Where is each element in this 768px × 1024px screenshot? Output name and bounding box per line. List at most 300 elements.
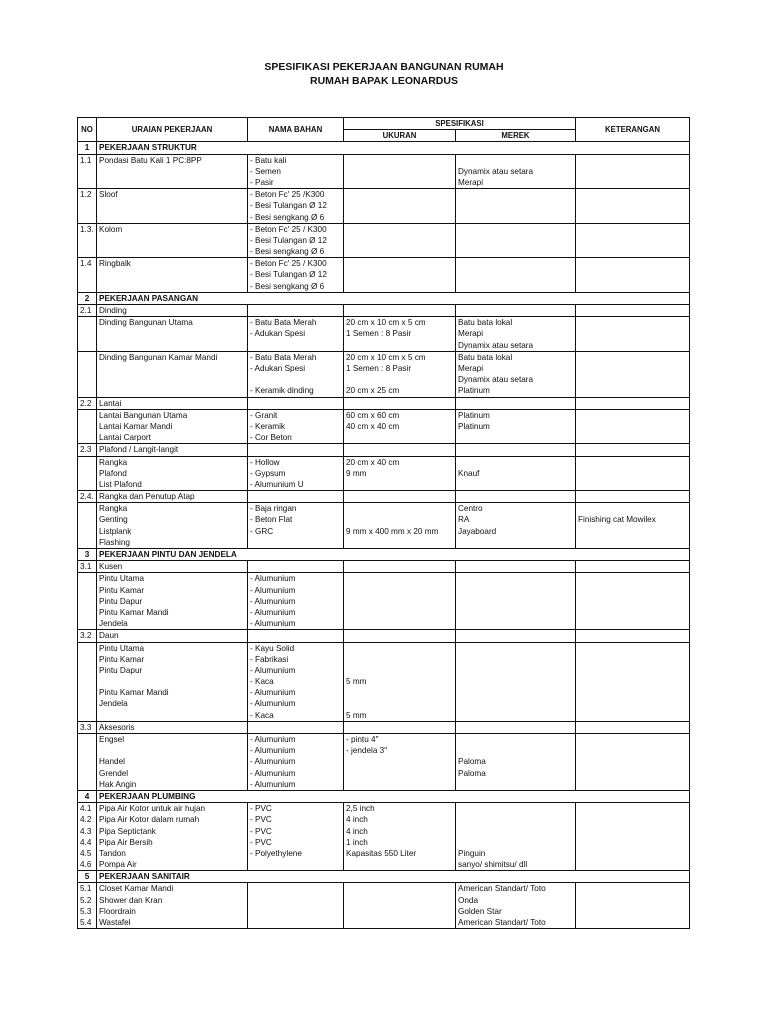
cell-merek [456,883,576,929]
cell-no [78,491,97,503]
cell-merek [456,444,576,456]
cell-line [80,643,94,654]
cell-line [578,246,687,257]
cell-line: Pintu Kamar [99,654,145,664]
cell-line [346,859,453,870]
cell-line [578,491,687,502]
cell-no [78,397,97,409]
cell-line [346,883,453,894]
cell-line [578,468,687,479]
cell-line: Pintu Kamar Mandi [99,688,169,698]
cell-merek [456,503,576,549]
cell-line [80,479,94,490]
cell-ukuran [344,189,456,224]
cell-ukuran [344,803,456,871]
cell-line [346,444,453,455]
cell-bahan [248,223,344,258]
cell-line: Dynamix atau setara [458,166,534,176]
cell-bahan [248,397,344,409]
table-row [78,189,690,224]
cell-merek [456,305,576,317]
cell-line [578,917,687,928]
cell-no [78,305,97,317]
cell-line: Platinum [458,421,490,431]
cell-line [99,246,245,257]
table-row [78,883,690,929]
cell-bahan [248,630,344,642]
cell-line [578,596,687,607]
cell-line [250,895,341,906]
cell-ukuran [344,503,456,549]
cell-line [99,200,245,211]
cell-line [458,537,573,548]
cell-line [578,803,687,814]
cell-merek [456,573,576,630]
cell-line [80,385,94,396]
cell-line [99,177,245,188]
cell-line: - Keramik dinding [250,386,314,396]
cell-line [346,189,453,200]
cell-line: - Alumunium [250,596,296,606]
cell-line [346,503,453,514]
cell-line [250,340,341,351]
cell-line: - Fabrikasi [250,654,289,664]
cell-line [458,745,573,756]
cell-line [80,768,94,779]
cell-no [78,573,97,630]
cell-line [80,363,94,374]
cell-line [458,803,573,814]
cell-ket [576,223,690,258]
cell-line [99,374,245,385]
cell-line: - PVC [250,804,272,814]
cell-line [578,710,687,721]
cell-line [80,779,94,790]
table-row [78,503,690,549]
cell-line: - Besi Tulangan Ø 12 [250,235,327,245]
cell-line: 1 Semen : 8 Pasir [346,364,412,373]
cell-line [346,756,453,767]
cell-line [578,526,687,537]
cell-line [80,607,94,618]
cell-line: Flashing [99,537,130,547]
cell-line: - Besi sengkang Ø 6 [250,212,325,222]
cell-line [80,421,94,432]
cell-no [78,154,97,189]
cell-line [578,258,687,269]
cell-line [458,281,573,292]
cell-line: 1.4 [80,259,92,269]
cell-line [458,561,573,572]
cell-bahan [248,189,344,224]
cell-ket [576,491,690,503]
cell-line: Pinguin [458,848,486,858]
cell-line [458,457,573,468]
cell-bahan [248,305,344,317]
cell-line: - Gypsum [250,468,286,478]
cell-line: 4.5 [80,848,92,858]
cell-line [346,561,453,572]
cell-line [80,177,94,188]
section-row [78,142,690,154]
cell-line [578,859,687,870]
cell-line: - Besi Tulangan Ø 12 [250,201,327,211]
cell-line [458,618,573,629]
cell-line [80,328,94,339]
cell-line [578,906,687,917]
cell-line [80,246,94,257]
cell-line: Plafond / Langit-langit [99,445,179,455]
cell-line: American Standart/ Toto [458,884,546,894]
cell-line [458,224,573,235]
cell-line [346,155,453,166]
cell-line: Pipa Air Bersih [99,837,153,847]
cell-line: 5 mm [346,710,367,720]
cell-line: - Polyethylene [250,848,302,858]
cell-line: 4.6 [80,860,92,870]
cell-line: - PVC [250,815,272,825]
cell-line [346,665,453,676]
cell-line: Shower dan Kran [99,895,163,905]
cell-ket [576,630,690,642]
table-row [78,223,690,258]
cell-uraian [97,561,248,573]
specification-table [77,117,690,929]
document-title-block [0,60,768,88]
cell-no [78,503,97,549]
cell-line: - Besi sengkang Ø 6 [250,281,325,291]
cell-ukuran [344,223,456,258]
cell-uraian [97,317,248,352]
cell-line: - Batu kali [250,155,287,165]
cell-line [578,665,687,676]
cell-line [458,258,573,269]
cell-line [578,826,687,837]
cell-line [578,317,687,328]
cell-merek [456,721,576,733]
cell-line [578,883,687,894]
cell-line [458,189,573,200]
cell-line [458,676,573,687]
cell-line [346,246,453,257]
cell-merek [456,154,576,189]
header-nama-bahan: NAMA BAHAN [248,118,344,142]
cell-line [458,596,573,607]
cell-merek [456,223,576,258]
cell-line: Dinding Bangunan Utama [99,318,193,328]
cell-bahan [248,803,344,871]
cell-line: Plafond [99,468,127,478]
cell-line [250,537,341,548]
cell-line [458,155,573,166]
cell-line [458,432,573,443]
cell-line: Pipa Air Kotor dalam rumah [99,815,200,825]
cell-ket [576,397,690,409]
cell-ukuran [344,561,456,573]
cell-line [80,212,94,223]
cell-line: 2.1 [80,306,92,316]
cell-line: - Cor Beton [250,433,292,443]
cell-line: 5.1 [80,884,92,894]
cell-line [578,328,687,339]
cell-bahan [248,573,344,630]
section-number: 4 [78,790,97,802]
cell-line: - Alumunium [250,619,296,629]
cell-line: - Adukan Spesi [250,329,306,339]
cell-line [346,573,453,584]
cell-line: 4 inch [346,826,368,836]
cell-line [578,687,687,698]
cell-line: Paloma [458,768,486,778]
cell-line: sanyo/ shimitsu/ dll [458,860,528,870]
cell-line [80,269,94,280]
cell-uraian [97,444,248,456]
cell-line: - Alumunium [250,735,296,745]
cell-line [346,618,453,629]
cell-line [99,363,245,374]
cell-line [578,410,687,421]
cell-line [80,340,94,351]
cell-line: Finishing cat Mowilex [578,515,656,525]
cell-line: Dynamix atau setara [458,340,534,350]
cell-line: 1 Semen : 8 Pasir [346,329,412,339]
cell-line: Kusen [99,562,123,572]
cell-line [80,687,94,698]
cell-uraian [97,642,248,721]
cell-line: Pompa Air [99,860,137,870]
cell-line: - Alumunium [250,688,296,698]
cell-line: - Granit [250,410,278,420]
cell-no [78,189,97,224]
table-row [78,305,690,317]
cell-line [578,630,687,641]
table-body [78,142,690,929]
cell-line [80,514,94,525]
section-row [78,871,690,883]
table-row [78,803,690,871]
cell-line: Dinding Bangunan Kamar Mandi [99,352,218,362]
cell-line: - Alumunium U [250,479,304,489]
cell-line [458,687,573,698]
cell-line [99,676,245,687]
cell-line: Handel [99,757,125,767]
cell-no [78,803,97,871]
cell-line [578,155,687,166]
cell-line: Platinum [458,410,490,420]
cell-line: - Beton Flat [250,515,293,525]
cell-line [80,665,94,676]
cell-line [578,189,687,200]
cell-line [346,398,453,409]
cell-line: Kolom [99,224,123,234]
cell-line: American Standart/ Toto [458,918,546,928]
cell-line: - Alumunium [250,768,296,778]
cell-line [80,573,94,584]
cell-line [458,212,573,223]
cell-ket [576,803,690,871]
cell-line [99,328,245,339]
cell-line [578,421,687,432]
cell-ukuran [344,734,456,791]
cell-line [578,432,687,443]
cell-line [346,607,453,618]
cell-line [578,722,687,733]
cell-line: Rangka [99,504,128,514]
table-row [78,397,690,409]
cell-line [346,166,453,177]
cell-line: 40 cm x 40 cm [346,421,400,431]
cell-no [78,317,97,352]
header-merek: MEREK [456,130,576,142]
cell-line [80,676,94,687]
cell-line [346,212,453,223]
cell-line: 20 cm x 10 cm x 5 cm [346,318,426,328]
cell-ket [576,642,690,721]
cell-line [346,491,453,502]
header-uraian: URAIAN PEKERJAAN [97,118,248,142]
cell-uraian [97,803,248,871]
cell-line [578,166,687,177]
cell-line [346,768,453,779]
section-number: 3 [78,549,97,561]
cell-line: Batu bata lokal [458,352,513,362]
cell-ket [576,456,690,491]
cell-line [80,468,94,479]
cell-line: 1.1 [80,155,92,165]
cell-ukuran [344,573,456,630]
cell-ket [576,721,690,733]
cell-ket [576,734,690,791]
cell-line: 9 mm x 400 mm x 20 mm [346,526,439,536]
cell-line [458,573,573,584]
table-row [78,491,690,503]
cell-line [99,281,245,292]
cell-line: Onda [458,895,479,905]
cell-line: Rangka [99,457,128,467]
cell-ukuran [344,351,456,397]
cell-ukuran [344,397,456,409]
cell-line [578,607,687,618]
cell-line [578,363,687,374]
cell-line [346,630,453,641]
cell-line: Floordrain [99,906,136,916]
header-keterangan: KETERANGAN [576,118,690,142]
cell-line [250,883,341,894]
cell-line [578,224,687,235]
cell-uraian [97,503,248,549]
section-number: 5 [78,871,97,883]
cell-line: - Hollow [250,457,280,467]
cell-line: 5 mm [346,677,367,687]
cell-line [578,269,687,280]
cell-line: Kapasitas 550 Liter [346,848,417,858]
table-row [78,444,690,456]
cell-line: 2.4. [80,492,94,502]
table-row [78,561,690,573]
cell-line [80,745,94,756]
cell-line: 5.4 [80,918,92,928]
cell-uraian [97,223,248,258]
cell-line [346,514,453,525]
cell-line [346,235,453,246]
cell-line [346,269,453,280]
cell-line [578,503,687,514]
cell-line [80,317,94,328]
cell-uraian [97,883,248,929]
cell-no [78,409,97,444]
cell-line [346,224,453,235]
cell-line: Pintu Utama [99,574,145,584]
section-number: 1 [78,142,97,154]
cell-line: 3.2 [80,631,92,641]
cell-line: Engsel [99,735,125,745]
section-title: PEKERJAAN PLUMBING [97,790,690,802]
cell-line: Merapi [458,329,484,339]
cell-line: Hak Angin [99,779,137,789]
cell-line: Golden Star [458,906,502,916]
cell-line [250,561,341,572]
table-row [78,409,690,444]
cell-merek [456,561,576,573]
cell-line: 1.2 [80,190,92,200]
cell-line: Pintu Utama [99,643,145,653]
cell-bahan [248,883,344,929]
cell-ukuran [344,154,456,189]
cell-line [346,687,453,698]
cell-line [80,432,94,443]
cell-line [99,235,245,246]
cell-line [99,710,245,721]
cell-line: - Alumunium [250,585,296,595]
cell-line: List Plafond [99,479,142,489]
cell-line: 2,5 inch [346,804,375,814]
cell-line [578,177,687,188]
cell-line: Dinding [99,306,127,316]
cell-line: 1.3. [80,224,94,234]
cell-line: - pintu 4" [346,735,379,745]
cell-line: - Alumunium [250,757,296,767]
cell-bahan [248,409,344,444]
cell-line: 3.1 [80,562,92,572]
cell-line [578,573,687,584]
cell-line [346,585,453,596]
cell-ukuran [344,258,456,293]
cell-uraian [97,734,248,791]
cell-line [80,618,94,629]
cell-line [346,779,453,790]
cell-bahan [248,503,344,549]
cell-merek [456,456,576,491]
cell-ukuran [344,721,456,733]
cell-line [346,305,453,316]
cell-line [346,340,453,351]
cell-line [578,779,687,790]
cell-line [578,235,687,246]
cell-line [250,444,341,455]
cell-line [80,734,94,745]
cell-line [458,698,573,709]
cell-line [346,479,453,490]
cell-line: - jendela 3" [346,746,388,756]
cell-line: - Kayu Solid [250,643,295,653]
cell-line: - PVC [250,837,272,847]
table-header [78,118,690,142]
cell-ket [576,561,690,573]
cell-line: 4.4 [80,837,92,847]
cell-line: Paloma [458,757,486,767]
cell-line [250,859,341,870]
cell-line: - Alumunium [250,607,296,617]
